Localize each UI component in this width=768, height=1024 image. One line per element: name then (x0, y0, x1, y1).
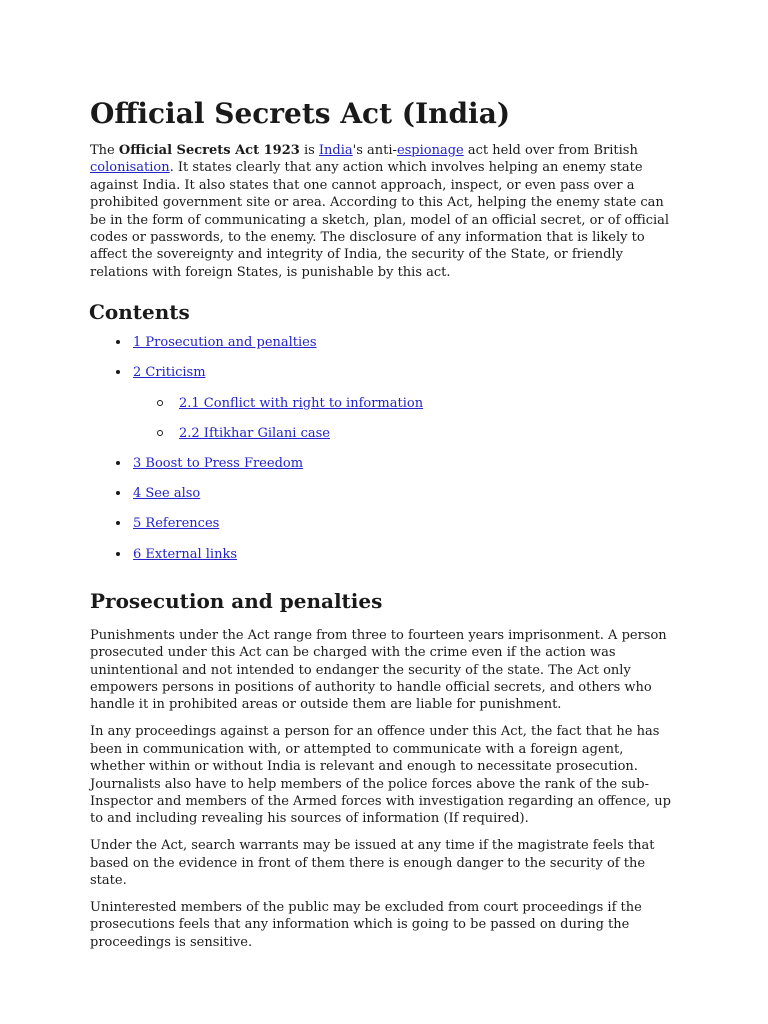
link-colonisation[interactable]: colonisation (90, 160, 170, 176)
toc-link-press-freedom[interactable]: 3 Boost to Press Freedom (133, 456, 304, 471)
intro-paragraph (90, 142, 678, 281)
intro-text-5: . It states clearly that any action which involves helping an enemy state against India. It also states that one cannot approach, inspect, or even pass over a prohibited government site or area. According to this Act, helping the enemy state can be in the form of communicating a sketch, plan, model of an official secret, or of official codes or passwords, to the enemy. The disclosure of any information that is likely to affect the sovereignty and integrity of India, the security of the State, or friendly relations with foreign States, is punishable by this act. (90, 160, 670, 280)
intro-bold-term: Official Secrets Act 1923 (118, 143, 300, 158)
toc-item (90, 455, 678, 485)
link-india[interactable]: India (318, 143, 353, 158)
section-heading-prosecution: Prosecution and penalties (90, 588, 383, 613)
toc-link-prosecution[interactable]: 1 Prosecution and penalties (133, 335, 317, 351)
bullet-icon (116, 461, 120, 465)
contents-heading: Contents (89, 300, 190, 325)
table-of-contents (90, 334, 678, 576)
intro-text-2: is (299, 143, 319, 158)
toc-link-iftikhar-gilani[interactable]: 2.2 Iftikhar Gilani case (179, 425, 330, 441)
paragraph-public-exclusion: Uninterested members of the public may be excluded from court proceedings if the prosecutions feels that any information which is going to be passed on during the proceedings is sensitive. (90, 899, 642, 950)
paragraph-punishments: Punishments under the Act range from three to fourteen years imprisonment. A person prosecuted under this Act can be charged with the crime even if the action was unintentional and not intended to endanger the security of the state. The Act only empowers persons in positions of authority to handle official secrets, and others who handle it in prohibited areas or outside them are liable for punishment. (90, 627, 667, 713)
intro-text-1: The (90, 143, 119, 158)
toc-item (90, 334, 678, 364)
intro-text-3: 's anti- (352, 143, 397, 158)
toc-subitem (90, 395, 678, 425)
link-espionage[interactable]: espionage (396, 143, 464, 158)
intro-text-4: act held over from British (463, 143, 638, 158)
toc-subitem (90, 425, 678, 455)
toc-item (90, 364, 678, 394)
toc-link-criticism[interactable]: 2 Criticism (133, 365, 206, 381)
toc-link-conflict-rti[interactable]: 2.1 Conflict with right to information (179, 395, 424, 411)
paragraph-search-warrants: Under the Act, search warrants may be issued at any time if the magistrate feels that based on the evidence in front of them there is enough danger to the security of the state. (90, 838, 655, 889)
bullet-icon (116, 340, 120, 344)
circle-bullet-icon (157, 430, 163, 436)
toc-item (90, 515, 678, 545)
toc-item (90, 485, 678, 515)
bullet-icon (116, 491, 120, 495)
toc-link-see-also[interactable]: 4 See also (133, 486, 201, 502)
page-title: Official Secrets Act (India) (90, 97, 511, 130)
paragraph-proceedings: In any proceedings against a person for an offence under this Act, the fact that he has been in communication with, or attempted to communicate with a foreign agent, whether within or without India is relevant and enough to necessitate prosecution. Journalists also have to help members of the police forces above the rank of the sub-Inspector and members of the Armed forces with investigation regarding an offence, up to and including revealing his sources of information (If required). (90, 724, 671, 827)
toc-item (90, 546, 678, 576)
toc-link-references[interactable]: 5 References (133, 516, 220, 532)
bullet-icon (116, 521, 120, 525)
circle-bullet-icon (157, 400, 163, 406)
bullet-icon (116, 552, 120, 556)
toc-link-external-links[interactable]: 6 External links (133, 546, 238, 562)
bullet-icon (116, 370, 120, 374)
